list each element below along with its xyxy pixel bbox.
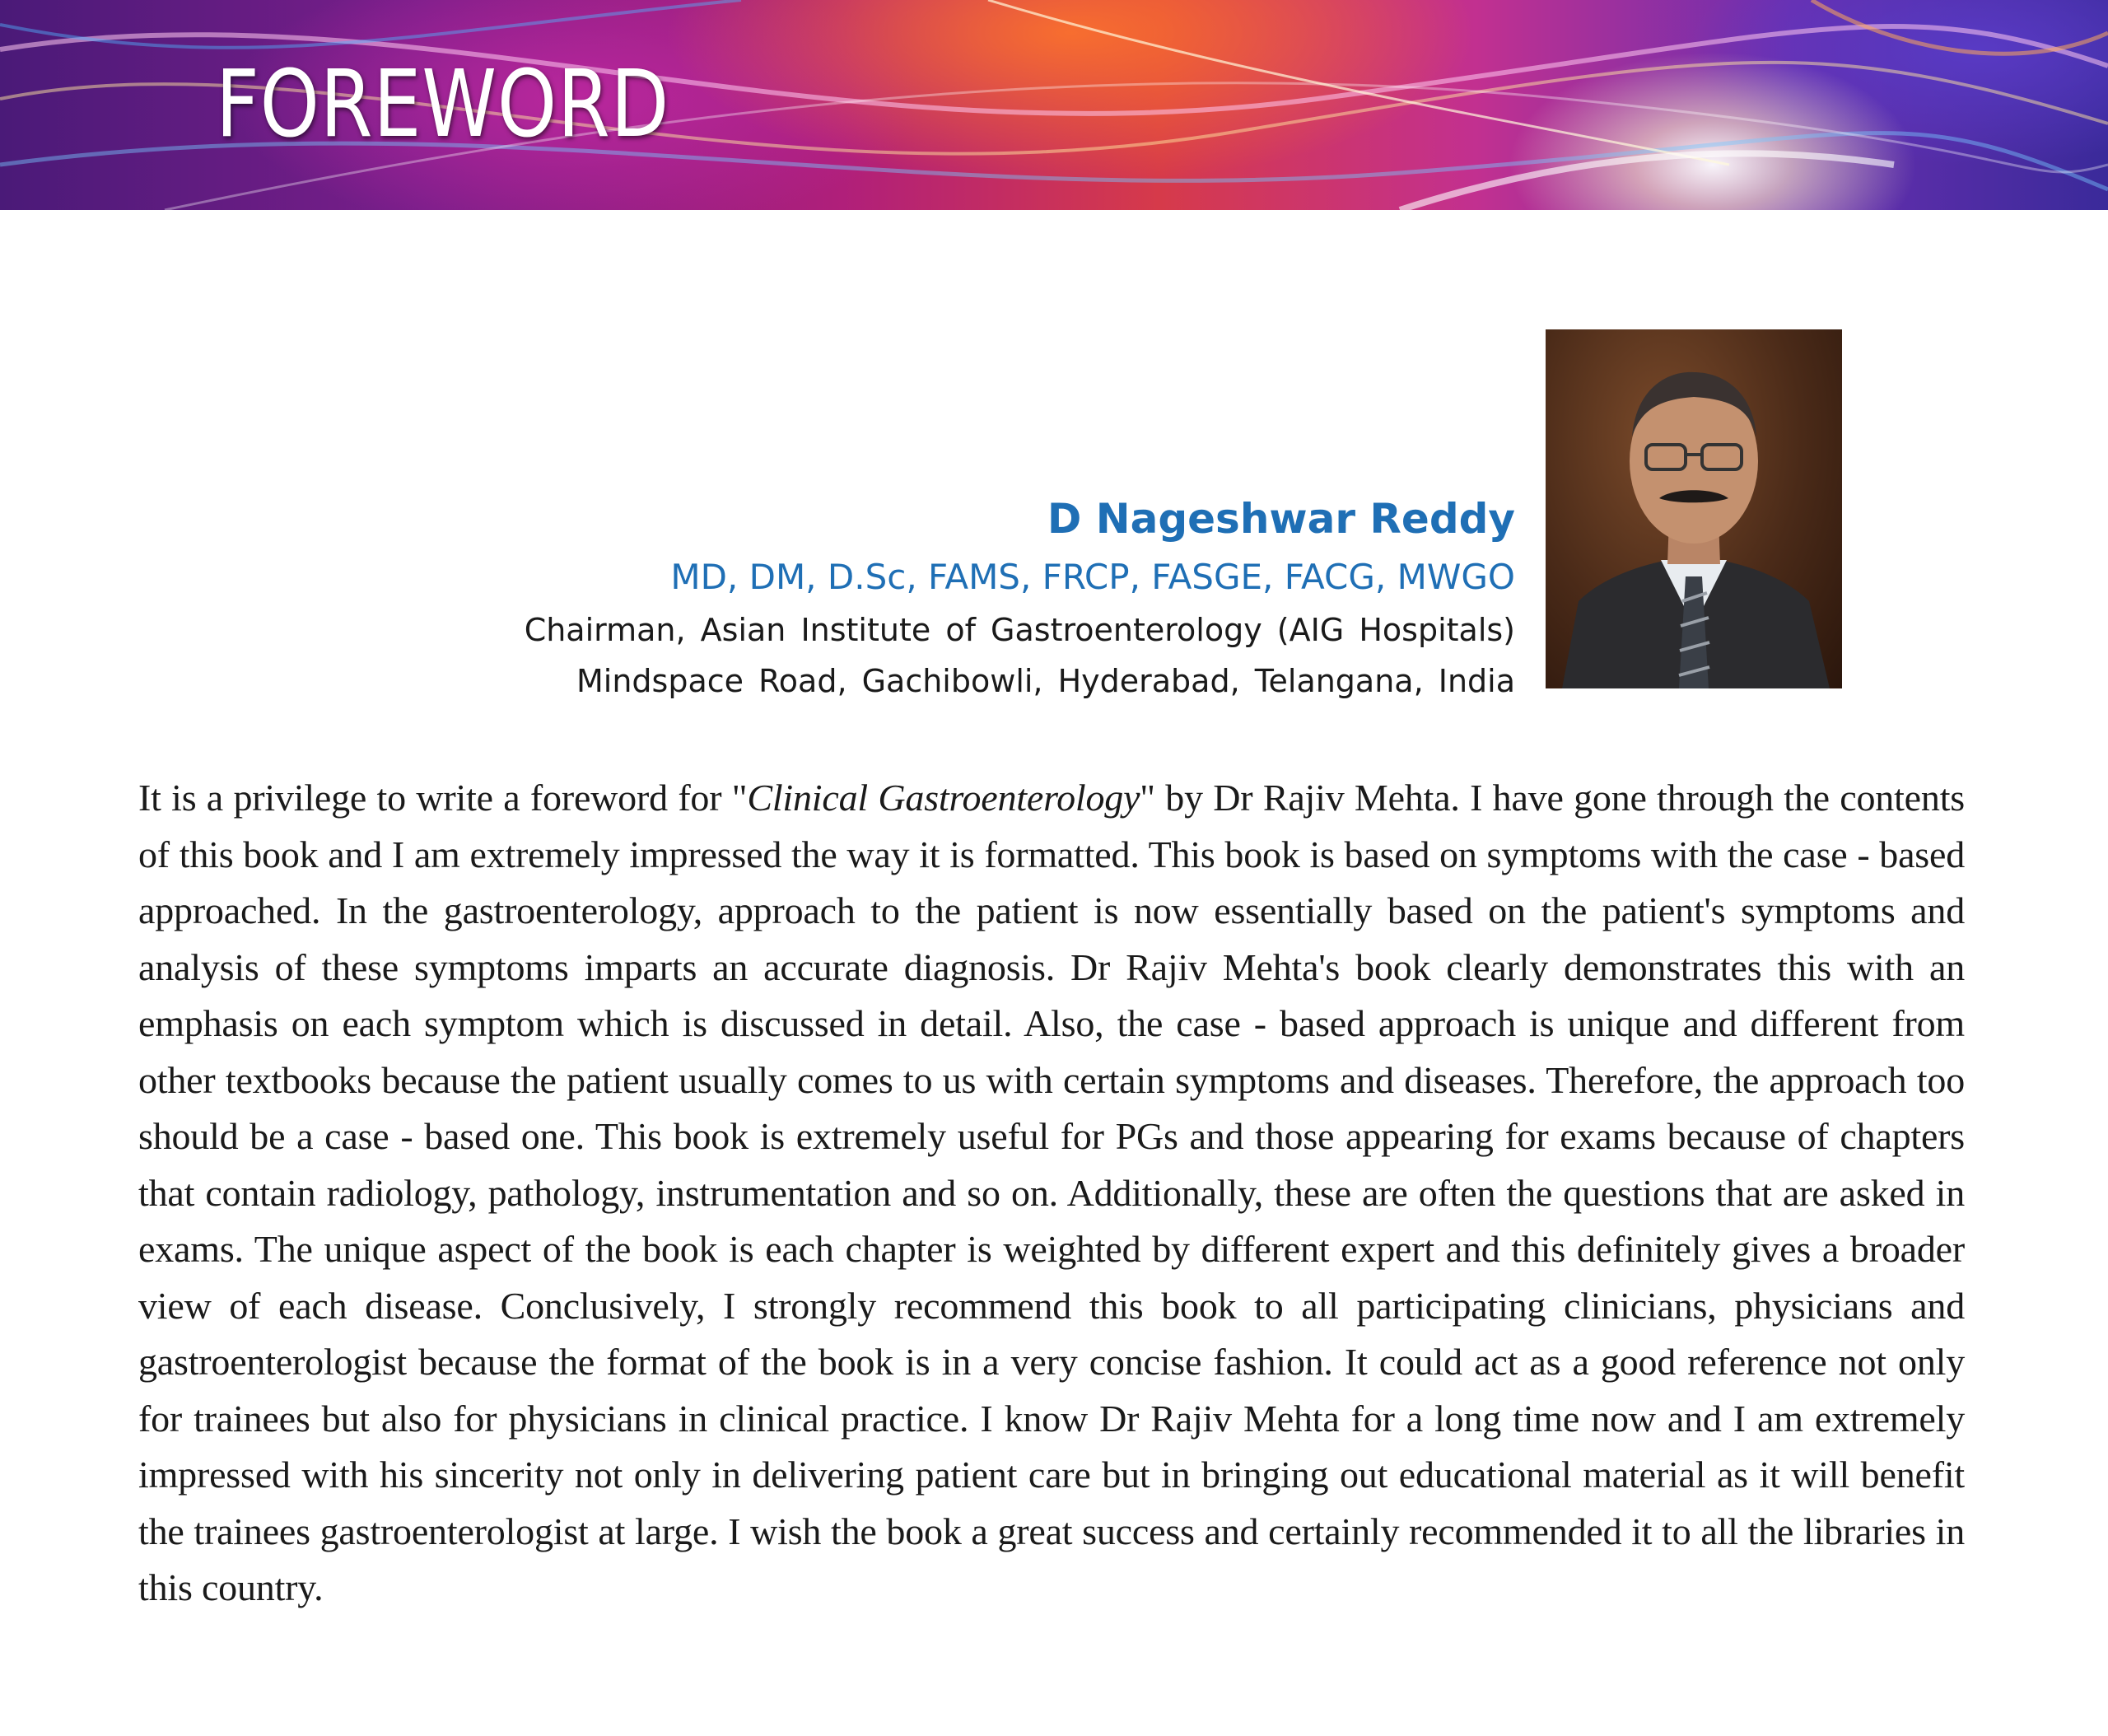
author-portrait	[1546, 329, 1842, 688]
header-banner	[0, 0, 2108, 210]
book-title: Clinical Gastroenterology	[747, 777, 1140, 819]
author-degrees: MD, DM, D.Sc, FAMS, FRCP, FASGE, FACG, MWGO	[670, 557, 1515, 597]
foreword-body	[138, 770, 1965, 1617]
body-intro: It is a privilege to write a foreword for "	[138, 777, 748, 819]
portrait-image	[1546, 329, 1842, 688]
author-position: Chairman, Asian Institute of Gastroenterology (AIG Hospitals)	[524, 612, 1515, 648]
page-title: FOREWORD	[216, 51, 670, 158]
author-address: Mindspace Road, Gachibowli, Hyderabad, Telangana, India	[576, 663, 1515, 699]
author-name: D Nageshwar Reddy	[1047, 495, 1515, 543]
author-block	[362, 488, 1515, 707]
body-text: " by Dr Rajiv Mehta. I have gone through the contents of this book and I am extremely impressed the way it is formatted. This book is based on symptoms with the case - based approached. In the gastroenterology, approach to the patient is now essentially based on the patient's symptoms and analysis of these symptoms imparts an accurate diagnosis. Dr Rajiv Mehta's book clearly demonstrates this with an emphasis on each symptom which is discussed in detail. Also, the case - based approach is unique and different from other textbooks because the patient usually comes to us with certain symptoms and diseases. Therefore, the approach too should be a case - based one. This book is extremely useful for PGs and those appearing for exams because of chapters that contain radiology, pathology, instrumentation and so on. Additionally, these are often the questions that are asked in exams. The unique aspect of the book is each chapter is weighted by different expert and this definitely gives a broader view of each disease. Conclusively, I strongly recommend this book to all participating clinicians, physicians and gastroenterologist because the format of the book is in a very concise fashion. It could act as a good reference not only for trainees but also for physicians in clinical practice. I know Dr Rajiv Mehta for a long time now and I am extremely impressed with his sincerity not only in delivering patient care but in bringing out educational material as it will benefit the trainees gastroenterologist at large. I wish the book a great success and certainly recommended it to all the libraries in this country.	[138, 777, 1965, 1608]
